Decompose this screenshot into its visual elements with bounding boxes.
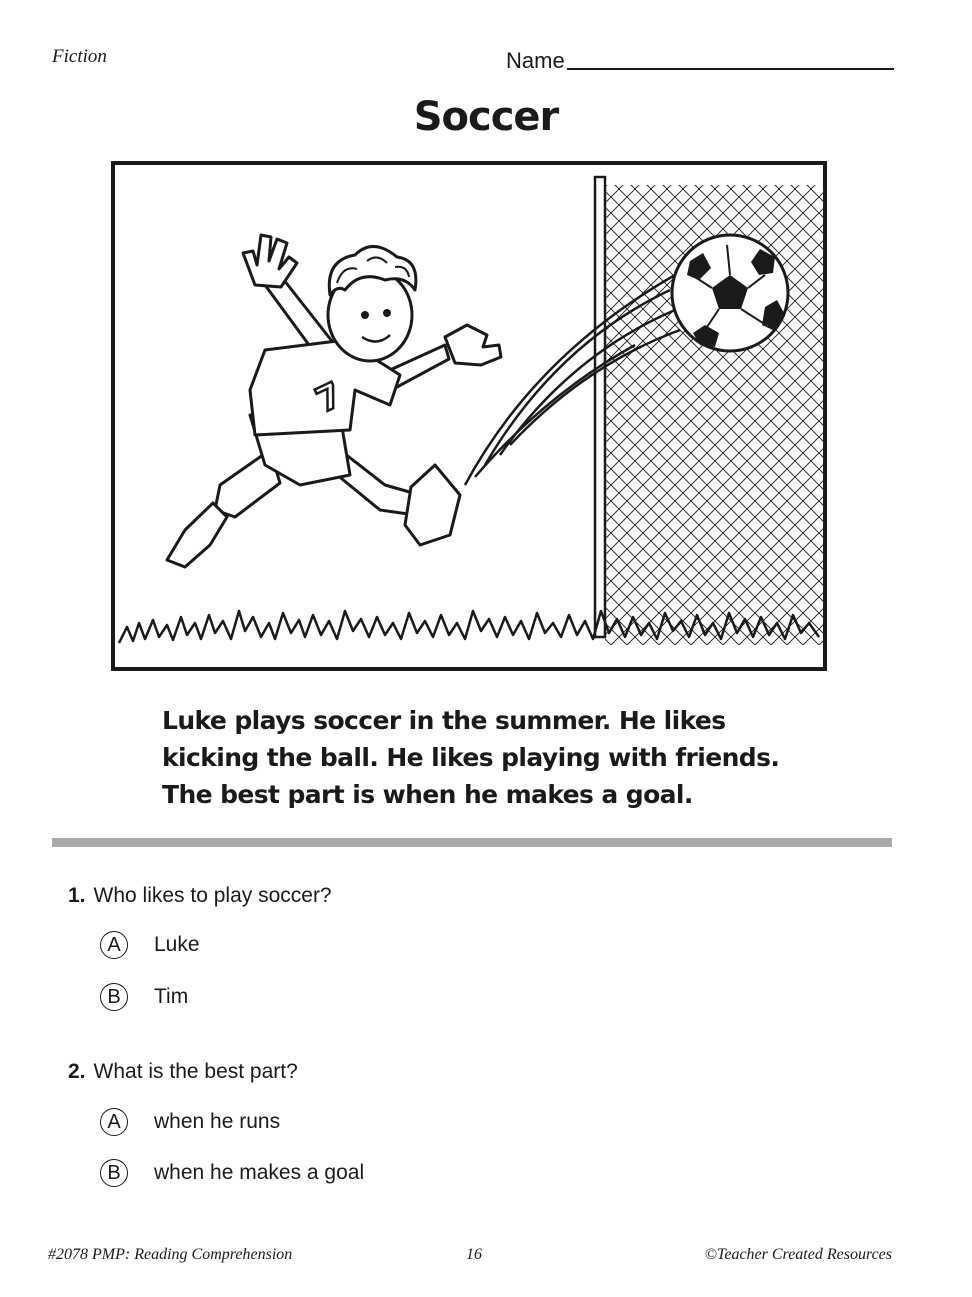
story-line: The best part is when he makes a goal. bbox=[162, 780, 693, 809]
soccer-ball bbox=[672, 235, 788, 351]
question-2 bbox=[68, 1060, 298, 1084]
footer-copyright: ©Teacher Created Resources bbox=[704, 1246, 892, 1263]
footer-page-number: 16 bbox=[466, 1246, 482, 1263]
story-line: kicking the ball. He likes playing with friends. bbox=[162, 743, 780, 772]
name-field bbox=[506, 44, 894, 74]
answer-bubble[interactable]: B bbox=[100, 1159, 128, 1187]
name-write-line bbox=[567, 67, 894, 70]
page-title: Soccer bbox=[413, 94, 559, 140]
question-1-option-b[interactable] bbox=[100, 983, 188, 1011]
goal-post bbox=[595, 177, 605, 637]
story-passage bbox=[162, 702, 862, 813]
soccer-illustration bbox=[111, 161, 827, 671]
answer-bubble[interactable]: B bbox=[100, 983, 128, 1011]
jersey-number: 7 bbox=[309, 374, 349, 422]
answer-bubble[interactable]: A bbox=[100, 931, 128, 959]
question-text: Who likes to play soccer? bbox=[93, 884, 332, 907]
illustration-svg bbox=[115, 165, 823, 667]
question-number: 2. bbox=[68, 1060, 86, 1083]
option-text: Tim bbox=[154, 985, 189, 1008]
option-text: Luke bbox=[154, 933, 200, 956]
name-label: Name bbox=[506, 48, 565, 73]
question-1-option-a[interactable] bbox=[100, 931, 200, 959]
story-line: Luke plays soccer in the summer. He likes bbox=[162, 706, 726, 735]
question-2-option-a[interactable] bbox=[100, 1108, 280, 1136]
option-text: when he runs bbox=[154, 1110, 281, 1133]
question-1 bbox=[68, 884, 332, 908]
answer-bubble[interactable]: A bbox=[100, 1108, 128, 1136]
section-divider bbox=[52, 838, 892, 847]
question-2-option-b[interactable] bbox=[100, 1159, 364, 1187]
question-number: 1. bbox=[68, 884, 86, 907]
question-text: What is the best part? bbox=[93, 1060, 298, 1083]
option-text: when he makes a goal bbox=[154, 1161, 365, 1184]
footer-book-title: #2078 PMP: Reading Comprehension bbox=[48, 1246, 293, 1263]
genre-label: Fiction bbox=[52, 46, 107, 67]
